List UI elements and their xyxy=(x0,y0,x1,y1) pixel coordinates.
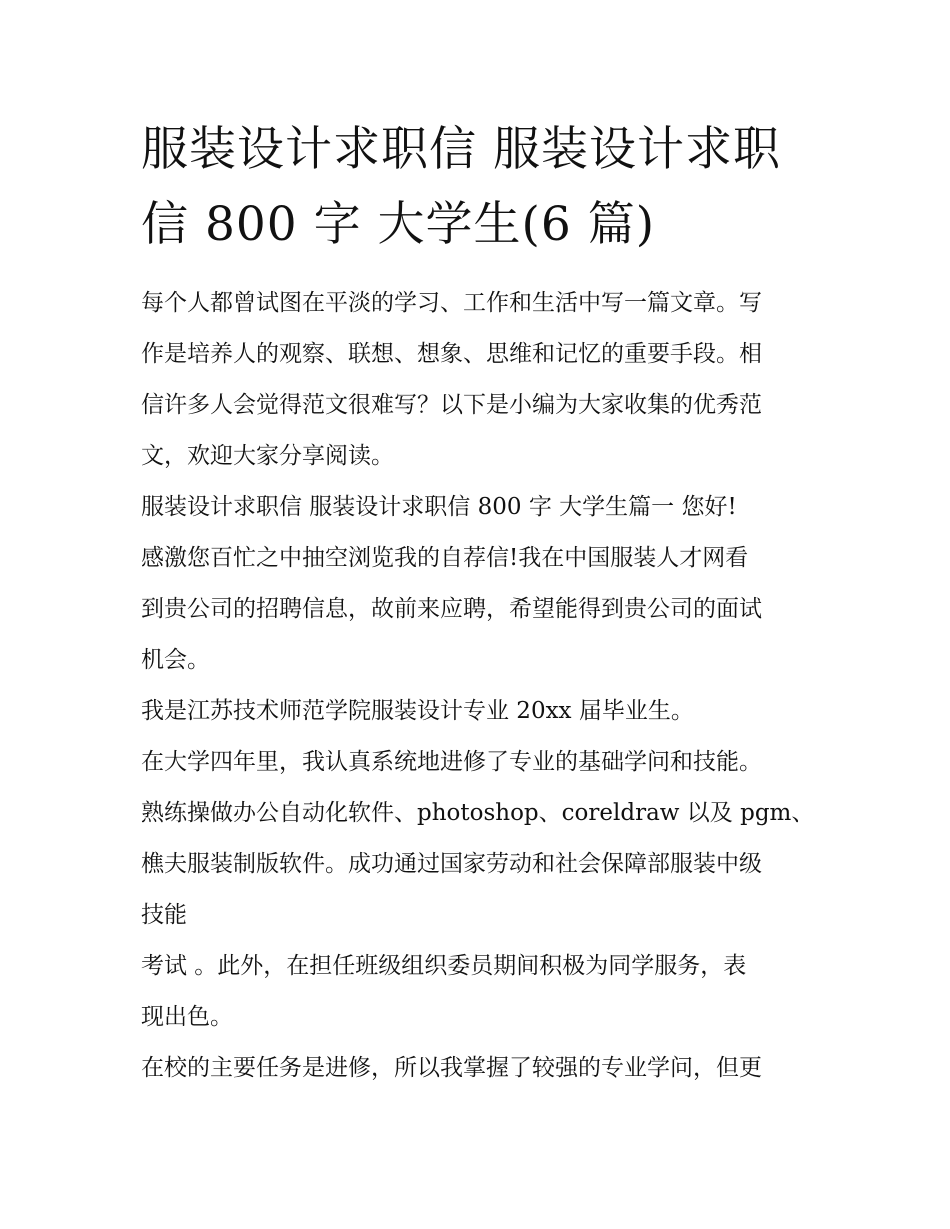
body-line: 考试 。此外，在担任班级组织委员期间积极为同学服务，表 xyxy=(141,953,747,979)
title-line-2: 信 800 字 大学生(6 篇) xyxy=(141,197,656,252)
body-line: 熟练操做办公自动化软件、photoshop、coreldraw 以及 pgm、 xyxy=(141,800,815,826)
body-line: 每个人都曾试图在平淡的学习、工作和生活中写一篇文章。写 xyxy=(141,290,762,316)
body-line: 我是江苏技术师范学院服装设计专业 20xx 届毕业生。 xyxy=(141,698,694,724)
document-title xyxy=(141,112,820,262)
body-line: 樵夫服装制版软件。成功通过国家劳动和社会保障部服装中级 xyxy=(141,851,762,877)
body-line: 服装设计求职信 服装设计求职信 800 字 大学生篇一 您好! xyxy=(141,494,737,520)
body-line: 在大学四年里，我认真系统地进修了专业的基础学问和技能。 xyxy=(141,749,762,775)
body-line: 技能 xyxy=(141,902,187,928)
body-line: 作是培养人的观察、联想、想象、思维和记忆的重要手段。相 xyxy=(141,341,762,367)
body-line: 感激您百忙之中抽空浏览我的自荐信!我在中国服装人才网看 xyxy=(141,545,749,571)
body-line: 到贵公司的招聘信息，故前来应聘，希望能得到贵公司的面试 xyxy=(141,596,762,622)
body-line: 在校的主要任务是进修，所以我掌握了较强的专业学问，但更 xyxy=(141,1055,762,1081)
document-body xyxy=(141,278,820,1094)
body-line: 现出色。 xyxy=(141,1004,233,1030)
title-line-1: 服装设计求职信 服装设计求职 xyxy=(141,122,781,177)
body-line: 文，欢迎大家分享阅读。 xyxy=(141,443,394,469)
body-line: 机会。 xyxy=(141,647,210,673)
body-line: 信许多人会觉得范文很难写？以下是小编为大家收集的优秀范 xyxy=(141,392,762,418)
